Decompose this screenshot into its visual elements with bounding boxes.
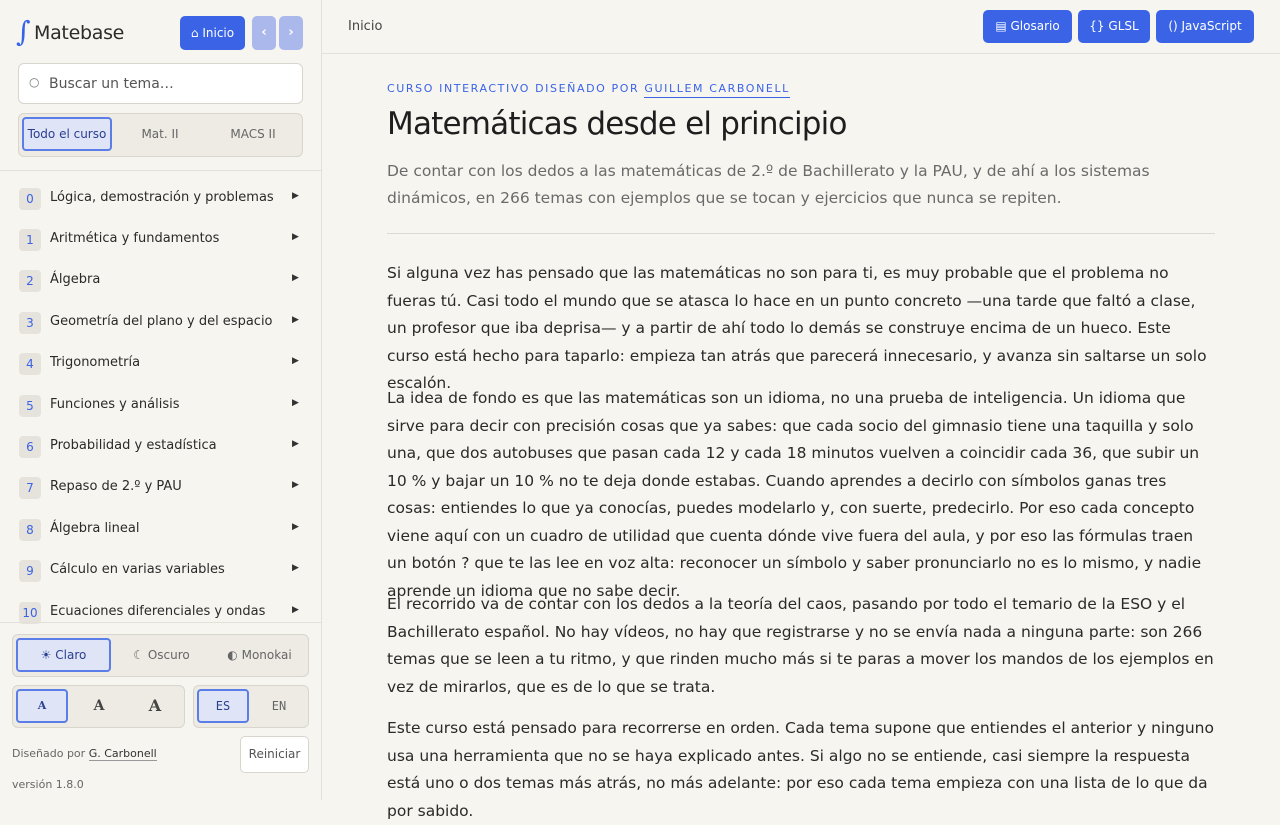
- theme-light[interactable]: [16, 638, 111, 672]
- course-number: 2: [19, 270, 41, 292]
- intro-paragraph-4: Este curso está pensado para recorrerse en orden. Cada tema supone que entiendes el anterior y ninguno usa una herramienta que no se haya explicado antes. Si algo no se entiende, casi siempre la respuesta está uno o dos temas más atrás, no más adelante: por eso cada tema empieza con una lista de lo que da por sabido.: [387, 719, 1214, 820]
- intro-paragraph-1: Si alguna vez has pensado que las matemáticas no son para ti, es muy probable que el problema no fueras tú. Casi todo el mundo que se atasca lo hace en un punto concreto —una tarde que faltó a clase, un profesor que iba deprisa— y a partir de ahí todo lo demás se construye encima de un hueco. Este curso está hecho para taparlo: empieza tan atrás que parecerá innecesario, y avanza sin saltarse un solo escalón.: [387, 264, 1207, 392]
- course-number: 10: [19, 602, 41, 624]
- font-size-medium[interactable]: A: [93, 698, 105, 714]
- course-label: Lógica, demostración y problemas: [50, 190, 274, 205]
- reset-button[interactable]: Reiniciar: [240, 736, 309, 773]
- sidebar: [0, 0, 322, 800]
- home-button[interactable]: ⌂ Inicio: [180, 16, 245, 50]
- course-label: Aritmética y fundamentos: [50, 231, 220, 246]
- expand-caret-icon[interactable]: ▶: [292, 439, 299, 449]
- theme-label: Claro: [55, 648, 87, 662]
- sun-icon: ☀: [40, 648, 52, 662]
- eyebrow-text: CURSO INTERACTIVO DISEÑADO POR: [387, 82, 640, 95]
- moon-icon: ☾: [133, 648, 144, 662]
- list-icon: ▤: [995, 19, 1007, 33]
- search-box: [18, 63, 303, 104]
- course-item-probability[interactable]: [0, 428, 321, 466]
- language-switcher: [193, 685, 309, 728]
- theme-switcher: [12, 634, 309, 677]
- next-topic-button[interactable]: ›: [279, 16, 303, 50]
- course-eyebrow: [387, 82, 790, 95]
- parentheses-icon: (): [1168, 19, 1178, 33]
- breadcrumb[interactable]: Inicio: [348, 19, 383, 34]
- course-number: 8: [19, 519, 41, 541]
- author-name-link[interactable]: GUILLEM CARBONELL: [644, 82, 790, 98]
- expand-caret-icon[interactable]: ▶: [292, 191, 299, 201]
- filter-all-course[interactable]: Todo el curso: [22, 117, 112, 151]
- course-label: Repaso de 2.º y PAU: [50, 479, 182, 494]
- expand-caret-icon[interactable]: ▶: [292, 273, 299, 283]
- course-number: 9: [19, 560, 41, 582]
- expand-caret-icon[interactable]: ▶: [292, 522, 299, 532]
- course-item-arithmetic[interactable]: [0, 221, 321, 259]
- course-number: 6: [19, 436, 41, 458]
- button-label: JavaScript: [1181, 19, 1242, 33]
- language-es[interactable]: ES: [197, 689, 249, 723]
- theme-dark[interactable]: [114, 638, 209, 672]
- settings-panel: [0, 622, 321, 800]
- course-number: 0: [19, 188, 41, 210]
- course-number: 5: [19, 395, 41, 417]
- course-number: 1: [19, 229, 41, 251]
- course-list: [0, 170, 321, 622]
- expand-caret-icon[interactable]: ▶: [292, 232, 299, 242]
- brand-row: [16, 16, 306, 50]
- theme-label: Monokai: [241, 648, 292, 662]
- course-item-linear-algebra[interactable]: [0, 511, 321, 549]
- language-en[interactable]: EN: [271, 699, 287, 713]
- divider: [387, 233, 1215, 234]
- button-label: Glosario: [1010, 19, 1060, 33]
- course-item-geometry[interactable]: [0, 304, 321, 342]
- filter-macs-ii[interactable]: MACS II: [230, 127, 276, 141]
- expand-caret-icon[interactable]: ▶: [292, 480, 299, 490]
- course-label: Funciones y análisis: [50, 397, 180, 412]
- filter-mat-ii[interactable]: Mat. II: [141, 127, 179, 141]
- course-label: Cálculo en varias variables: [50, 562, 225, 577]
- course-label: Ecuaciones diferenciales y ondas: [50, 604, 266, 619]
- course-label: Trigonometría: [50, 355, 141, 370]
- course-item-functions[interactable]: [0, 387, 321, 425]
- course-filter: [18, 113, 303, 157]
- topbar: [322, 0, 1280, 54]
- page-title: Matemáticas desde el principio: [387, 106, 847, 142]
- theme-monokai[interactable]: [212, 638, 307, 672]
- designed-by-label: Diseñado por: [12, 747, 86, 760]
- main-content: [387, 54, 1217, 820]
- search-input[interactable]: [49, 70, 294, 98]
- course-item-pau-review[interactable]: [0, 469, 321, 507]
- version-label: versión 1.8.0: [12, 778, 84, 791]
- expand-caret-icon[interactable]: ▶: [292, 605, 299, 615]
- course-label: Álgebra: [50, 272, 101, 287]
- course-number: 7: [19, 477, 41, 499]
- braces-icon: {}: [1089, 19, 1105, 33]
- javascript-button[interactable]: [1156, 10, 1254, 43]
- author-link[interactable]: G. Carbonell: [88, 747, 157, 760]
- course-number: 3: [19, 312, 41, 334]
- font-size-switcher: [12, 685, 185, 728]
- intro-paragraph-3: El recorrido va de contar con los dedos a la teoría del caos, pasando por todo el temario de la ESO y el Bachillerato español. No hay vídeos, no hay que registrarse y no se envía nada a ninguna parte: son 266 temas que se leen a tu ritmo, y que rinden mucho más si te paras a mover los mandos de los ejemplos en vez de mirarlos, que es de lo que se trata.: [387, 595, 1214, 696]
- expand-caret-icon[interactable]: ▶: [292, 563, 299, 573]
- course-item-trigonometry[interactable]: [0, 345, 321, 383]
- font-size-small[interactable]: A: [16, 689, 68, 723]
- course-item-multivariable[interactable]: [0, 552, 321, 590]
- brand-name[interactable]: Matebase: [34, 22, 125, 44]
- page-subtitle: De contar con los dedos a las matemáticas de 2.º de Bachillerato y la PAU, y de ahí a los sistemas dinámicos, en 266 temas con ejemplos que se tocan y ejercicios que nunca se repiten.: [387, 162, 1150, 207]
- course-label: Geometría del plano y del espacio: [50, 314, 273, 329]
- glossary-button[interactable]: [983, 10, 1072, 43]
- intro-paragraph-2: La idea de fondo es que las matemáticas son un idioma, no una prueba de inteligencia. Un idioma que sirve para decir con precisión cosas que ya sabes: que cada socio del gimnasio tiene una taquilla y solo una, que dos autobuses que pasan cada 12 y cada 18 minutos vuelven a coincidir cada 36, que subir un 10 % y bajar un 10 % no te deja donde estabas. Cuando aprendes a decirlo con símbolos ganas tres cosas: entiendes lo que ya conocías, puedes modelarlo y, con suerte, predecirlo. Por eso cada concepto viene aquí con un cuadro de utilidad que cuenta dónde vive fuera del aula, y por eso las fórmulas traen un botón ? que te las lee en voz alta: reconocer un símbolo y saber pronunciarlo no es lo mismo, y nadie aprende un idioma que no sabe decir.: [387, 389, 1202, 600]
- course-label: Probabilidad y estadística: [50, 438, 217, 453]
- integral-logo-icon: ∫: [16, 15, 31, 48]
- expand-caret-icon[interactable]: ▶: [292, 398, 299, 408]
- course-item-algebra[interactable]: [0, 262, 321, 300]
- course-number: 4: [19, 353, 41, 375]
- half-circle-icon: ◐: [227, 648, 238, 662]
- previous-topic-button[interactable]: ‹: [252, 16, 276, 50]
- course-item-logic[interactable]: [0, 180, 321, 218]
- theme-label: Oscuro: [147, 648, 190, 662]
- course-label: Álgebra lineal: [50, 521, 140, 536]
- button-label: GLSL: [1108, 19, 1139, 33]
- glsl-button[interactable]: [1078, 10, 1150, 43]
- search-icon: ○: [29, 75, 40, 89]
- expand-caret-icon[interactable]: ▶: [292, 356, 299, 366]
- designed-by: [12, 747, 157, 760]
- expand-caret-icon[interactable]: ▶: [292, 315, 299, 325]
- font-size-large[interactable]: A: [148, 696, 162, 715]
